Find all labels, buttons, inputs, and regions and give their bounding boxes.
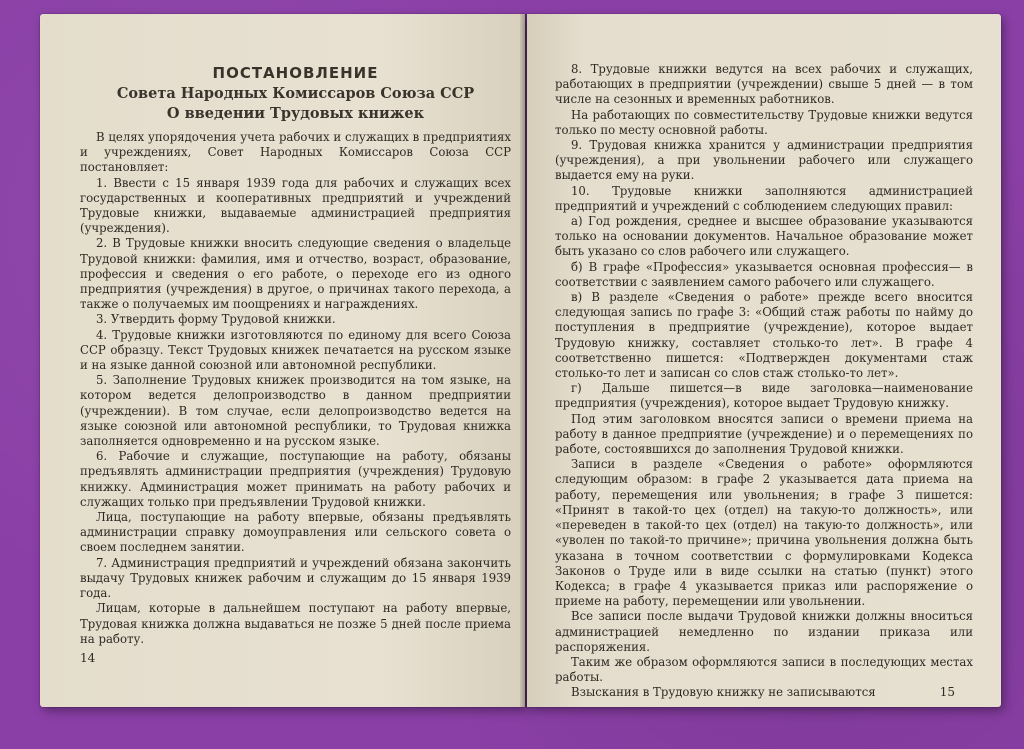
council-subheading: Совета Народных Комиссаров Союза ССР: [116, 85, 475, 102]
paragraph: 1. Ввести с 15 января 1939 года для рабочих и служащих всех государственных и кооперативных предприятий и учреждений Трудовые книжки, выдаваемые администрацией предприятия (учреждения).: [80, 175, 511, 236]
paragraph: Все записи после выдачи Трудовой книжки должны вноситься администрацией немедленно по издании приказа или распоряжения.: [555, 609, 973, 654]
paragraph: Лица, поступающие на работу впервые, обязаны предъявлять администрации справку домоуправления или сельского совета о своем последнем занятии.: [80, 510, 511, 555]
paragraph: 5. Заполнение Трудовых книжек производится на том языке, на котором ведется делопроизводство в данном предприятии (учреждении). В том случае, если делопроизводство ведется на языке союзной или автономной республики, то Трудовая книжка заполняется одновременно и на русском языке.: [80, 373, 511, 449]
right-page: [527, 14, 1001, 707]
paragraph: г) Дальше пишется—в виде заголовка—наименование предприятия (учреждения), которое выдает Трудовую книжку.: [555, 381, 973, 411]
left-page-body: [80, 130, 511, 647]
paragraph: В целях упорядочения учета рабочих и служащих в предприятиях и учреждениях, Совет Народных Комиссаров Союза ССР постановляет:: [80, 130, 511, 175]
paragraph: На работающих по совместительству Трудовые книжки ведутся только по месту основной работы.: [555, 107, 973, 137]
paragraph: а) Год рождения, среднее и высшее образование указываются только на основании документов. Начальное образование может быть указано со слов рабочего или служащего.: [555, 214, 973, 259]
closing-line: [555, 685, 973, 700]
topic-subheading: О введении Трудовых книжек: [166, 105, 425, 122]
paragraph: 6. Рабочие и служащие, поступающие на работу, обязаны предъявлять администрации предприятия (учреждения) Трудовую книжку. Администрация может принимать на работу рабочих и служащих только при предъявлении Трудовой книжки.: [80, 449, 511, 509]
paragraph: 4. Трудовые книжки изготовляются по единому для всего Союза ССР образцу. Текст Трудовых книжек печатается на русском языке и на языке данной союзной или автономной республики.: [80, 327, 511, 373]
paragraph: Лицам, которые в дальнейшем поступают на работу впервые, Трудовая книжка должна выдаваться не позже 5 дней после приема на работу.: [80, 601, 511, 646]
resolution-heading: ПОСТАНОВЛЕНИЕ: [212, 64, 379, 82]
paragraph: Записи в разделе «Сведения о работе» оформляются следующим образом: в графе 2 указывается дата приема на работу, перемещения или увольнения; в графе 3 пишется: «Принят в такой-то цех (отдел) на такую-то должность», или «переведен в такой-то цех (отдел) на такую-то должность», или «уволен по такой-то причине»; причина увольнения должна быть указана в точном соответствии с формулировками Кодекса Законов о Труде или в виде ссылки на статью (пункт) этого Кодекса; в графе 4 указывается приказ или распоряжение о приеме на работу, перемещении или увольнении.: [555, 457, 973, 609]
left-page: [40, 14, 525, 707]
paragraph: Таким же образом оформляются записи в последующих местах работы.: [555, 654, 973, 685]
paragraph: 7. Администрация предприятий и учреждений обязана закончить выдачу Трудовых книжек рабочим и служащим до 15 января 1939 года.: [80, 555, 511, 601]
paragraph: 10. Трудовые книжки заполняются администрацией предприятий и учреждений с соблюдением следующих правил:: [555, 183, 973, 213]
page-number-right: 15: [939, 685, 955, 700]
paragraph: 2. В Трудовые книжки вносить следующие сведения о владельце Трудовой книжки: фамилия, имя и отчество, возраст, образование, профессия и сведения о его работе, о переходе его из одного предприятия (учреждения) в другое, о причинах такого перехода, а также о получаемых им поощрениях и награждениях.: [80, 236, 511, 312]
paragraph: в) В разделе «Сведения о работе» прежде всего вносится следующая запись по графе 3: «Общий стаж работы по найму до поступления в предприятие (учреждение), которое выдает Трудовую книжку, составляет столько-то лет». В графе 4 соответственно пишется: «Подтвержден документами стаж столько-то лет и записан со слов стаж столько-то лет».: [555, 290, 973, 381]
paragraph: б) В графе «Профессия» указывается основная профессия— в соответствии с заявлением самого рабочего или служащего.: [555, 259, 973, 289]
closing-line-text: Взыскания в Трудовую книжку не записываются: [571, 685, 876, 700]
page-number-left: 14: [80, 651, 96, 665]
paragraph: 8. Трудовые книжки ведутся на всех рабочих и служащих, работающих в предприятии (учреждении) свыше 5 дней — в том числе на сезонных и временных работников.: [555, 62, 973, 107]
paragraph: 3. Утвердить форму Трудовой книжки.: [96, 312, 336, 327]
paragraph: 9. Трудовая книжка хранится у администрации предприятия (учреждения), а при увольнении рабочего или служащего выдается ему на руки.: [555, 138, 973, 183]
paragraph: Под этим заголовком вносятся записи о времени приема на работу в данное предприятие (учреждение) и о перемещениях по работе, состоявшихся до заполнения Трудовой книжки.: [555, 411, 973, 457]
